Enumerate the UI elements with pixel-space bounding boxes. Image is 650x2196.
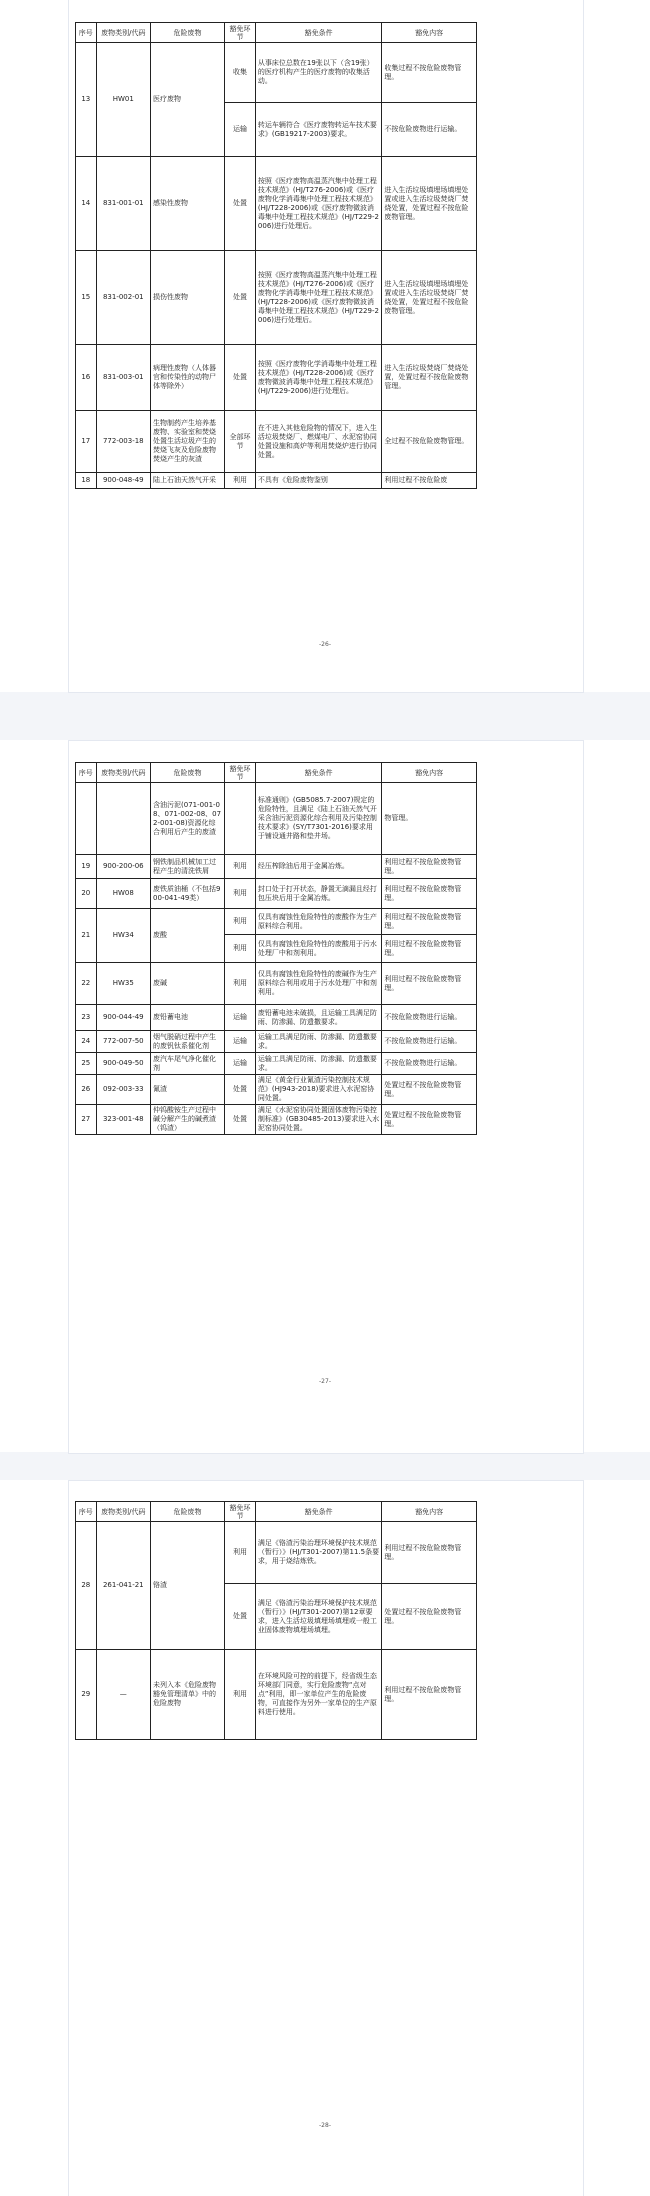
row-number: 13 (76, 43, 97, 157)
table-row (76, 1053, 477, 1075)
exemption-content: 物管理。 (382, 783, 477, 855)
header-code: 废物类别/代码 (96, 763, 150, 783)
waste-name: 未列入本《危险废物豁免管理清单》中的危险废物 (151, 1650, 225, 1740)
header-name: 危险废物 (151, 23, 225, 43)
page-number: -27- (319, 1378, 331, 1385)
exemption-link: 利用 (225, 963, 256, 1005)
row-number: 23 (76, 1005, 97, 1031)
header-content: 豁免内容 (382, 763, 477, 783)
waste-code: 900-048-49 (96, 473, 150, 489)
row-number: 25 (76, 1053, 97, 1075)
table-row (76, 345, 477, 411)
exemption-link: 利用 (225, 935, 256, 963)
exemption-condition: 按照《医疗废物高温蒸汽集中处理工程技术规范》(HJ/T276-2006)或《医疗废物化学消毒集中处理工程技术规范》(HJ/T228-2006)或《医疗废物微波消毒集中处理工程技术规范》(HJ/T229-2006)进行处理后。 (255, 251, 381, 345)
exemption-condition: 从事床位总数在19张以下（含19张）的医疗机构产生的医疗废物的收集活动。 (255, 43, 381, 103)
table-row (76, 1650, 477, 1740)
exemption-link: 处置 (225, 1584, 256, 1650)
header-link: 豁免环节 (225, 763, 256, 783)
header-no: 序号 (76, 763, 97, 783)
exemption-content: 不按危险废物进行运输。 (382, 1053, 477, 1075)
exemption-link: 处置 (225, 157, 256, 251)
exemption-condition: 仅具有腐蚀性危险特性的废酸作为生产原料综合利用。 (255, 909, 381, 935)
waste-code: 831-001-01 (96, 157, 150, 251)
waste-code: 831-002-01 (96, 251, 150, 345)
exemption-condition: 按照《医疗废物化学消毒集中处理工程技术规范》(HJ/T228-2006)或《医疗废物微波消毒集中处理工程技术规范》(HJ/T229-2006)进行处理后。 (255, 345, 381, 411)
exemption-condition: 不具有《危险废物鉴别 (255, 473, 381, 489)
waste-name: 废碱 (151, 963, 225, 1005)
header-link: 豁免环节 (225, 1502, 256, 1522)
exemption-table (75, 22, 477, 489)
waste-name: 仲钨酸铵生产过程中碱分解产生的碱煮渣（钨渣） (151, 1105, 225, 1135)
row-number: 24 (76, 1031, 97, 1053)
exemption-link: 利用 (225, 909, 256, 935)
waste-name: 生物制药产生培养基废物、实验室和焚烧处置生活垃圾产生的焚烧飞灰及危险废物焚烧产生的灰渣 (151, 411, 225, 473)
header-name: 危险废物 (151, 763, 225, 783)
row-number: 19 (76, 855, 97, 879)
exemption-link: 处置 (225, 345, 256, 411)
waste-code: 900-044-49 (96, 1005, 150, 1031)
exemption-condition: 满足《铬渣污染治理环境保护技术规范（暂行）》(HJ/T301-2007)第11.5条要求，用于烧结炼铁。 (255, 1522, 381, 1584)
waste-name: 烟气脱硝过程中产生的废钒钛系催化剂 (151, 1031, 225, 1053)
table-row (76, 157, 477, 251)
exemption-content: 利用过程不按危险废物管理。 (382, 879, 477, 909)
page-number: -26- (319, 641, 331, 648)
exemption-link: 利用 (225, 855, 256, 879)
waste-name: 铬渣 (151, 1522, 225, 1650)
exemption-content: 进入生活垃圾填埋场填埋处置或进入生活垃圾焚烧厂焚烧处置，处置过程不按危险废物管理。 (382, 157, 477, 251)
exemption-table (75, 1501, 477, 1740)
waste-code: 900-049-50 (96, 1053, 150, 1075)
exemption-content: 全过程不按危险废物管理。 (382, 411, 477, 473)
exemption-condition: 运输工具满足防雨、防渗漏、防遗撒要求。 (255, 1053, 381, 1075)
table-header-row (76, 23, 477, 43)
waste-name: 废铅蓄电池 (151, 1005, 225, 1031)
table-row (76, 783, 477, 855)
exemption-link: 全部环节 (225, 411, 256, 473)
waste-name: 医疗废物 (151, 43, 225, 157)
waste-code: 323-001-48 (96, 1105, 150, 1135)
exemption-content: 利用过程不按危险废物管理。 (382, 963, 477, 1005)
table-row (76, 411, 477, 473)
table-header-row (76, 1502, 477, 1522)
exemption-link: 利用 (225, 1522, 256, 1584)
waste-code: 772-003-18 (96, 411, 150, 473)
waste-code: 900-200-06 (96, 855, 150, 879)
waste-code (96, 783, 150, 855)
row-number (76, 783, 97, 855)
row-number: 15 (76, 251, 97, 345)
exemption-condition: 标准通则》(GB5085.7-2007)规定的危险特性，且满足《陆上石油天然气开采含油污泥资源化综合利用及污染控制技术要求》(SY/T7301-2016)要求用于铺设通井路和垫井场。 (255, 783, 381, 855)
row-number: 22 (76, 963, 97, 1005)
exemption-condition: 废铅蓄电池未破损，且运输工具满足防雨、防渗漏、防遗撒要求。 (255, 1005, 381, 1031)
waste-name: 废汽车尾气净化催化剂 (151, 1053, 225, 1075)
header-condition: 豁免条件 (255, 1502, 381, 1522)
exemption-link: 运输 (225, 1031, 256, 1053)
waste-code: — (96, 1650, 150, 1740)
exemption-link: 利用 (225, 1650, 256, 1740)
exemption-condition: 按照《医疗废物高温蒸汽集中处理工程技术规范》(HJ/T276-2006)或《医疗废物化学消毒集中处理工程技术规范》(HJ/T228-2006)或《医疗废物微波消毒集中处理工程技术规范》(HJ/T229-2006)进行处理后。 (255, 157, 381, 251)
row-number: 27 (76, 1105, 97, 1135)
row-number: 16 (76, 345, 97, 411)
table-row (76, 963, 477, 1005)
row-number: 21 (76, 909, 97, 963)
exemption-link: 运输 (225, 1005, 256, 1031)
exemption-link: 运输 (225, 103, 256, 157)
header-link: 豁免环节 (225, 23, 256, 43)
header-no: 序号 (76, 1502, 97, 1522)
exemption-condition: 满足《黄金行业氰渣污染控制技术规范》(HJ943-2018)要求进入水泥窑协同处置。 (255, 1075, 381, 1105)
exemption-content: 进入生活垃圾填埋场填埋处置或进入生活垃圾焚烧厂焚烧处置，处置过程不按危险废物管理。 (382, 251, 477, 345)
waste-code: HW01 (96, 43, 150, 157)
table-row (76, 1075, 477, 1105)
waste-code: HW08 (96, 879, 150, 909)
header-no: 序号 (76, 23, 97, 43)
exemption-condition: 经压榨除油后用于金属冶炼。 (255, 855, 381, 879)
exemption-link: 收集 (225, 43, 256, 103)
header-content: 豁免内容 (382, 23, 477, 43)
header-condition: 豁免条件 (255, 23, 381, 43)
exemption-content: 利用过程不按危险废物管理。 (382, 855, 477, 879)
exemption-link: 运输 (225, 1053, 256, 1075)
exemption-condition: 封口处于打开状态，静置无滴漏且经打包压块后用于金属冶炼。 (255, 879, 381, 909)
exemption-link: 处置 (225, 1105, 256, 1135)
exemption-content: 利用过程不按危险废物管理。 (382, 1522, 477, 1584)
exemption-condition: 在环境风险可控的前提下，经省级生态环境部门同意，实行危险废物“点对点”利用，即一家单位产生的危险废物，可直接作为另外一家单位的生产原料进行使用。 (255, 1650, 381, 1740)
exemption-link: 处置 (225, 1075, 256, 1105)
exemption-content: 进入生活垃圾焚烧厂焚烧处置，处置过程不按危险废物管理。 (382, 345, 477, 411)
exemption-condition: 满足《水泥窑协同处置固体废物污染控制标准》(GB30485-2013)要求进入水泥窑协同处置。 (255, 1105, 381, 1135)
table-row (76, 43, 477, 103)
row-number: 29 (76, 1650, 97, 1740)
page-number: -28- (319, 2122, 331, 2129)
header-name: 危险废物 (151, 1502, 225, 1522)
exemption-content: 收集过程不按危险废物管理。 (382, 43, 477, 103)
header-condition: 豁免条件 (255, 763, 381, 783)
row-number: 18 (76, 473, 97, 489)
exemption-content: 不按危险废物进行运输。 (382, 1031, 477, 1053)
waste-name: 氰渣 (151, 1075, 225, 1105)
exemption-content: 不按危险废物进行运输。 (382, 1005, 477, 1031)
exemption-condition: 在不进入其他危险物的情况下，进入生活垃圾焚烧厂、燃煤电厂、水泥窑协同处置设施和高炉等利用焚烧炉进行协同处置。 (255, 411, 381, 473)
table-row (76, 1105, 477, 1135)
row-number: 14 (76, 157, 97, 251)
table-row (76, 1005, 477, 1031)
waste-code: HW34 (96, 909, 150, 963)
waste-code: 092-003-33 (96, 1075, 150, 1105)
header-content: 豁免内容 (382, 1502, 477, 1522)
page-gap (0, 1452, 650, 1480)
row-number: 20 (76, 879, 97, 909)
row-number: 28 (76, 1522, 97, 1650)
exemption-link (225, 783, 256, 855)
waste-name: 含油污泥(071-001-08、071-002-08、072-001-08)资源化综合利用后产生的废渣 (151, 783, 225, 855)
exemption-condition: 仅具有腐蚀性危险特性的废酸用于污水处理厂中和剂利用。 (255, 935, 381, 963)
header-code: 废物类别/代码 (96, 1502, 150, 1522)
row-number: 26 (76, 1075, 97, 1105)
table-row (76, 909, 477, 935)
exemption-content: 利用过程不按危险废物管理。 (382, 909, 477, 935)
waste-name: 感染性废物 (151, 157, 225, 251)
exemption-condition: 转运车辆符合《医疗废物转运车技术要求》(GB19217-2003)要求。 (255, 103, 381, 157)
waste-name: 陆上石油天然气开采 (151, 473, 225, 489)
table-row (76, 855, 477, 879)
header-code: 废物类别/代码 (96, 23, 150, 43)
waste-code: 261-041-21 (96, 1522, 150, 1650)
exemption-content: 利用过程不按危险废物管理。 (382, 935, 477, 963)
exemption-link: 利用 (225, 879, 256, 909)
table-row (76, 1522, 477, 1584)
waste-code: 772-007-50 (96, 1031, 150, 1053)
table-header-row (76, 763, 477, 783)
exemption-link: 利用 (225, 473, 256, 489)
exemption-condition: 仅具有腐蚀性危险特性的废碱作为生产原料综合利用或用于污水处理厂中和剂利用。 (255, 963, 381, 1005)
exemption-condition: 运输工具满足防雨、防渗漏、防遗撒要求。 (255, 1031, 381, 1053)
exemption-content: 利用过程不按危险废 (382, 473, 477, 489)
waste-name: 废酸 (151, 909, 225, 963)
page-gap (0, 692, 650, 740)
table-row (76, 1031, 477, 1053)
table-row (76, 879, 477, 909)
exemption-content: 利用过程不按危险废物管理。 (382, 1650, 477, 1740)
waste-code: HW35 (96, 963, 150, 1005)
waste-name: 废铁质油桶（不包括900-041-49类） (151, 879, 225, 909)
waste-code: 831-003-01 (96, 345, 150, 411)
waste-name: 病理性废物（人体器官和传染性的动物尸体等除外） (151, 345, 225, 411)
exemption-content: 处置过程不按危险废物管理。 (382, 1105, 477, 1135)
waste-name: 钢铁制品机械加工过程产生的清洗铁屑 (151, 855, 225, 879)
table-row (76, 251, 477, 345)
exemption-link: 处置 (225, 251, 256, 345)
exemption-content: 处置过程不按危险废物管理。 (382, 1584, 477, 1650)
waste-name: 损伤性废物 (151, 251, 225, 345)
exemption-content: 处置过程不按危险废物管理。 (382, 1075, 477, 1105)
table-row (76, 473, 477, 489)
exemption-content: 不按危险废物进行运输。 (382, 103, 477, 157)
exemption-table (75, 762, 477, 1135)
exemption-condition: 满足《铬渣污染治理环境保护技术规范（暂行）》(HJ/T301-2007)第12章要求，进入生活垃圾填埋场填埋或一般工业固体废物填埋场填埋。 (255, 1584, 381, 1650)
row-number: 17 (76, 411, 97, 473)
